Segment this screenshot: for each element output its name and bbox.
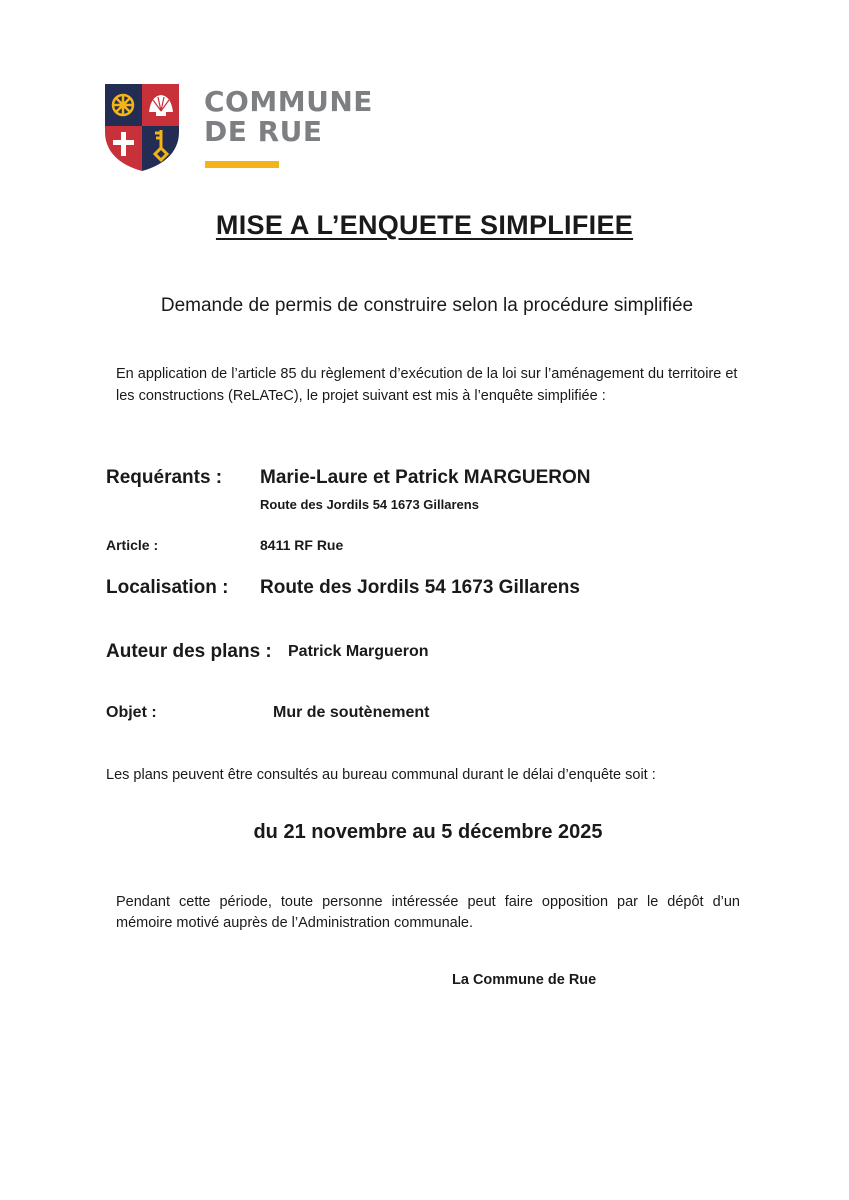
intro-paragraph: En application de l’article 85 du règlement d’exécution de la loi sur l’aménagement du territoire et les constructions (ReLATeC), le projet suivant est mis à l’enquête simplifiée : xyxy=(116,366,738,404)
article-label: Article : xyxy=(106,537,159,553)
commune-coat-of-arms-logo xyxy=(103,82,181,172)
logo-text-de-rue: DE RUE xyxy=(204,115,323,148)
inquiry-dates: du 21 novembre au 5 décembre 2025 xyxy=(253,821,603,843)
objet-label: Objet : xyxy=(106,704,157,721)
signature: La Commune de Rue xyxy=(452,972,597,988)
auteur-value: Patrick Margueron xyxy=(288,643,429,660)
localisation-label: Localisation : xyxy=(106,577,229,598)
logo-text-commune: COMMUNE xyxy=(204,85,373,118)
localisation-value: Route des Jordils 54 1673 Gillarens xyxy=(260,577,580,598)
auteur-label: Auteur des plans : xyxy=(106,641,272,662)
requerants-address: Route des Jordils 54 1673 Gillarens xyxy=(260,497,479,512)
logo-accent-bar xyxy=(205,161,279,168)
article-value: 8411 RF Rue xyxy=(260,537,344,553)
requerants-name: Marie-Laure et Patrick MARGUERON xyxy=(260,467,591,488)
opposition-paragraph: Pendant cette période, toute personne intéressée peut faire opposition par le dépôt d’un mémoire motivé auprès de l’Administration communale. xyxy=(116,894,740,931)
document-title: MISE A L’ENQUETE SIMPLIFIEE xyxy=(215,210,634,240)
wheel-icon xyxy=(113,95,133,115)
consultation-text: Les plans peuvent être consultés au bureau communal durant le délai d’enquête soit : xyxy=(106,767,656,783)
requerants-label: Requérants : xyxy=(106,467,223,488)
document-subtitle: Demande de permis de construire selon la procédure simplifiée xyxy=(160,295,694,316)
objet-value: Mur de soutènement xyxy=(273,704,430,721)
